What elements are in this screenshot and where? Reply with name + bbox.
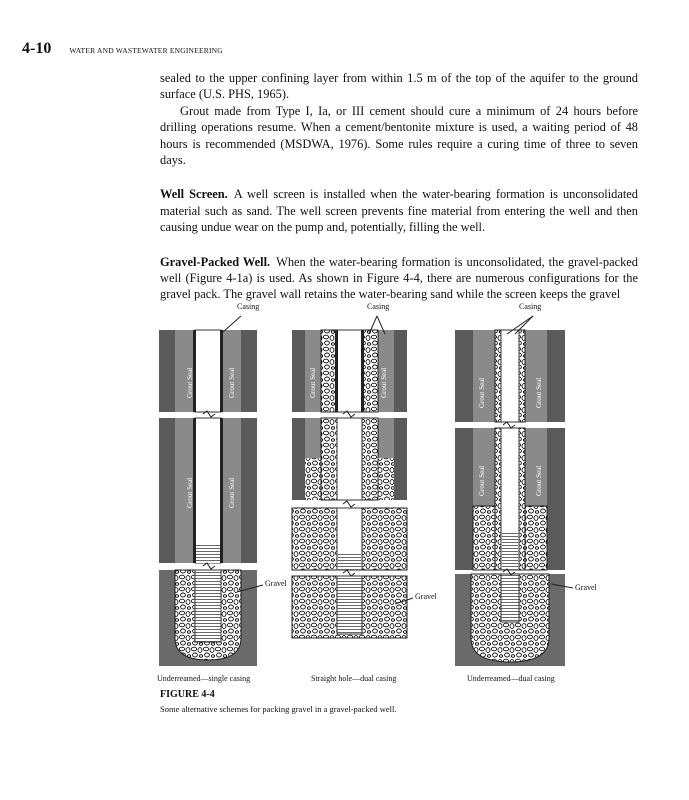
section-heading: Well Screen. <box>160 187 228 202</box>
paragraph <box>160 254 638 303</box>
panel-title: Underreamed—single casing <box>157 674 251 683</box>
paragraph <box>160 186 638 235</box>
figure-number: FIGURE 4-4 <box>160 689 215 700</box>
page-number: 4-10 <box>22 40 52 57</box>
casing-label: Casing <box>237 302 260 311</box>
casing-label: Casing <box>367 302 390 311</box>
grout-seal-label: Grout Seal <box>478 465 486 496</box>
grout-seal-label: Grout Seal <box>228 367 236 398</box>
paragraph: Grout made from Type I, Ia, or III cement should cure a minimum of 24 hours before drilling operations resume. When a cement/bentonite mixture is used, a waiting period of 48 hours is recommended (MSDWA, 1976). Some rules require a curing time of three to seven days. <box>160 103 638 168</box>
well-diagrams <box>155 298 625 698</box>
panel-title: Straight hole—dual casing <box>311 674 397 683</box>
body-text <box>160 70 638 303</box>
grout-seal-label: Grout Seal <box>535 465 543 496</box>
gravel-label: Gravel <box>415 592 437 601</box>
panel-straight-dual <box>292 316 413 638</box>
section-heading: Gravel-Packed Well. <box>160 254 271 269</box>
panel-underreamed-dual <box>455 316 573 666</box>
figure-gravel-pack <box>155 298 625 698</box>
grout-seal-label: Grout Seal <box>535 377 543 408</box>
gravel-label: Gravel <box>265 579 287 588</box>
grout-seal-label: Grout Seal <box>228 477 236 508</box>
grout-seal-label: Grout Seal <box>478 377 486 408</box>
paragraph-text: When the water-bearing formation is unconsolidated, the gravel-packed well (Figure 4-1a) is used. As shown in Figure 4-4, there are numerous configurations for the gravel pack. The gravel wall retains the water-bearing sand while the screen keeps the gravel <box>160 254 638 302</box>
running-head: WATER AND WASTEWATER ENGINEERING <box>69 46 223 55</box>
gravel-label: Gravel <box>575 583 597 592</box>
panel-underreamed-single <box>159 316 263 666</box>
grout-seal-label: Grout Seal <box>380 367 388 398</box>
panel-title: Underreamed—dual casing <box>467 674 555 683</box>
grout-seal-label: Grout Seal <box>186 367 194 398</box>
grout-seal-label: Grout Seal <box>186 477 194 508</box>
paragraph: sealed to the upper confining layer from within 1.5 m of the top of the aquifer to the ground surface (U.S. PHS, 1965). <box>160 71 638 102</box>
figure-caption: Some alternative schemes for packing gravel in a gravel-packed well. <box>160 704 397 714</box>
paragraph-text: A well screen is installed when the water-bearing formation is unconsolidated material such as sand. The well screen prevents fine material from entering the well and then causing undue wear on the pump and, potentially, filling the well. <box>160 187 638 235</box>
casing-label: Casing <box>519 302 542 311</box>
grout-seal-label: Grout Seal <box>309 367 317 398</box>
page-header <box>22 40 223 58</box>
